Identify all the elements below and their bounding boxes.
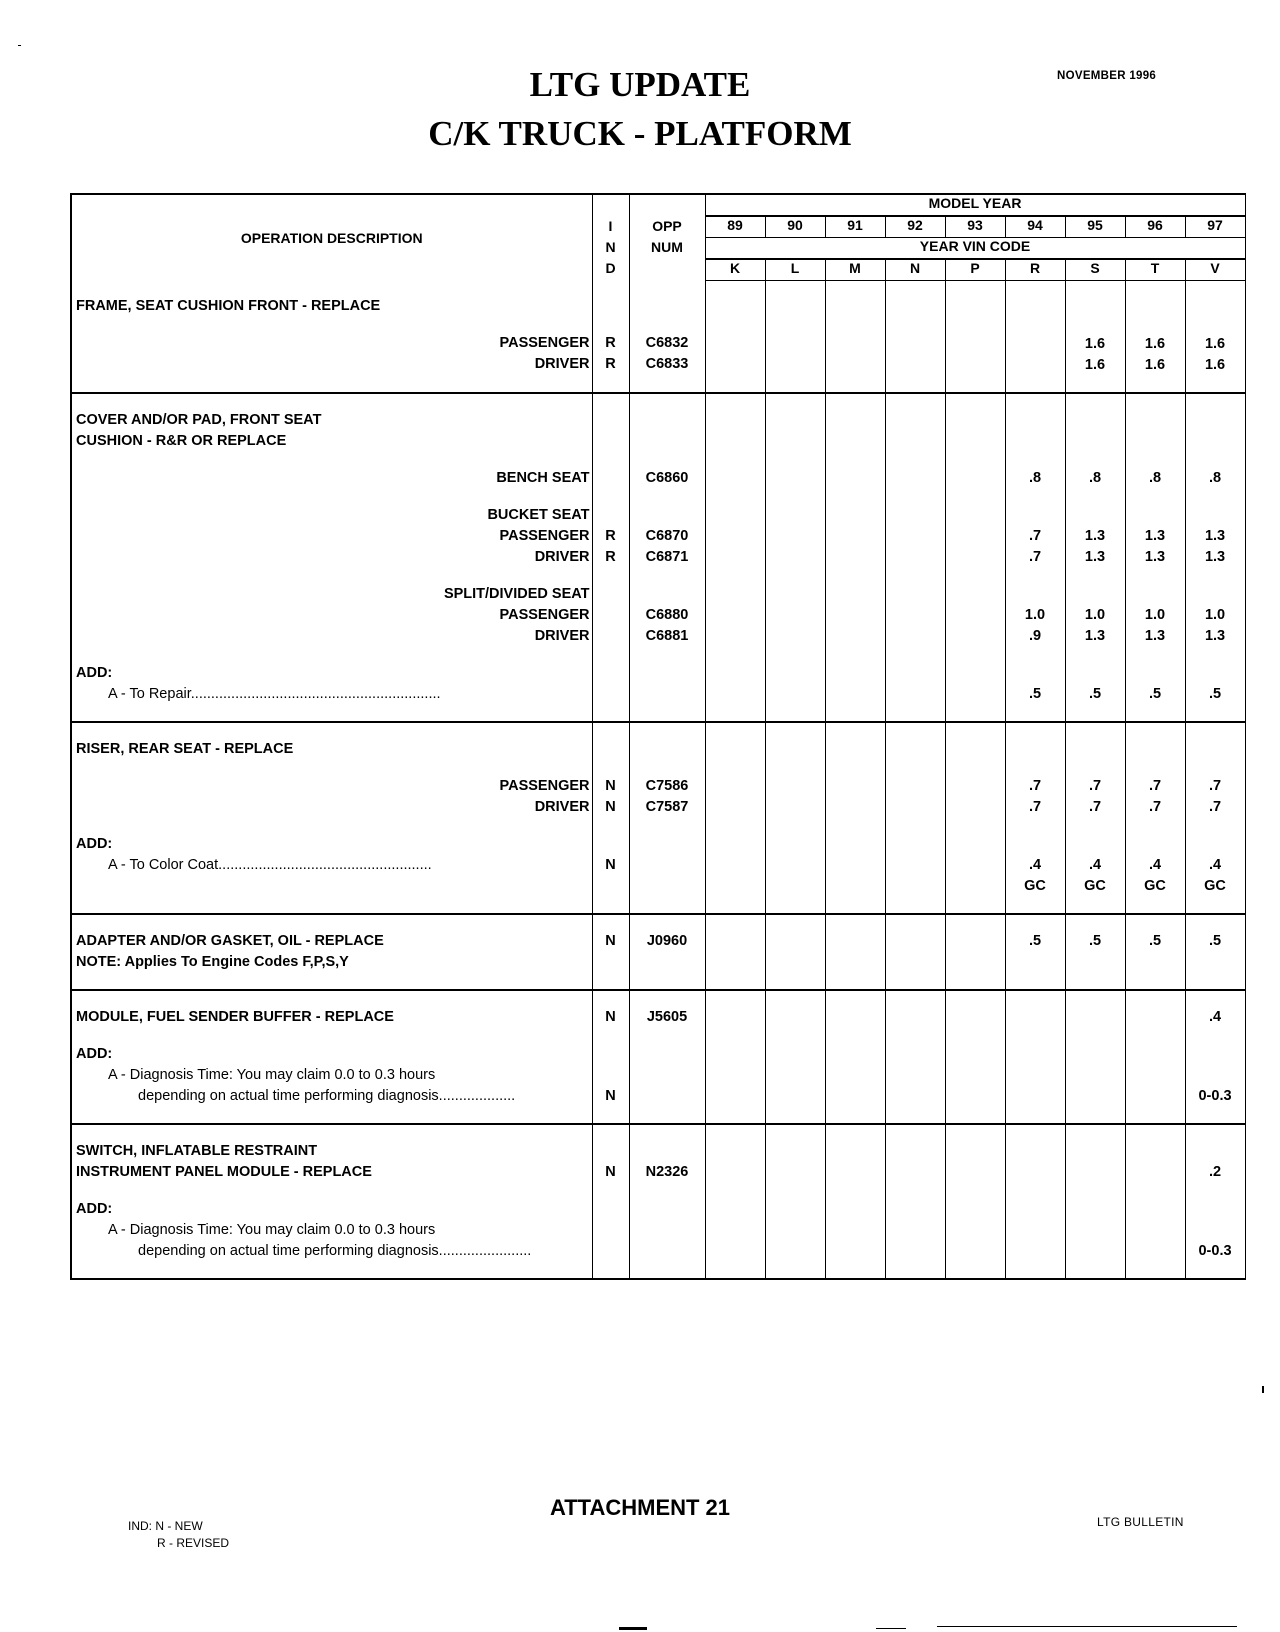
ind-value: R [605, 335, 616, 351]
year-96-column [1125, 914, 1185, 990]
labor-time-96: .7 [1148, 798, 1162, 815]
add-item [72, 1220, 592, 1241]
opp-num-header: OPP NUM [629, 194, 705, 280]
section-title: MODULE, FUEL SENDER BUFFER - REPLACE [76, 1008, 394, 1025]
leader-dots: ....................... [438, 1242, 532, 1259]
year-89-column [705, 722, 765, 914]
section-description [71, 990, 592, 1124]
section-2 [71, 722, 1245, 914]
add-label: ADD: [76, 1045, 113, 1062]
year-96-column [1125, 722, 1185, 914]
ind-value: R [605, 548, 616, 565]
add-item [72, 855, 592, 876]
labor-time-96: 1.3 [1144, 527, 1166, 544]
year-91-column [825, 914, 885, 990]
year-89-column [705, 393, 765, 722]
opp-number: C7587 [645, 798, 689, 815]
legend-new: IND: N - NEW [128, 1519, 203, 1533]
section-5 [71, 1124, 1245, 1279]
year-92-column [885, 914, 945, 990]
ind-column [592, 393, 629, 722]
section-title: CUSHION - R&R OR REPLACE [76, 432, 287, 449]
labor-time-97: 1.6 [1204, 356, 1226, 373]
year-94-column [1005, 990, 1065, 1124]
ind-value: N [605, 798, 616, 815]
opp-number: C6881 [645, 627, 689, 644]
vin-code-K-header: K [705, 259, 765, 280]
year-90-column [765, 393, 825, 722]
section-title: SWITCH, INFLATABLE RESTRAINT [76, 1142, 318, 1159]
scan-mark-top-right [1262, 1386, 1264, 1393]
labor-time-97: .5 [1208, 932, 1222, 949]
vin-code-M-header: M [825, 259, 885, 280]
year-95-header: 95 [1065, 216, 1125, 237]
opp-number: J0960 [646, 932, 688, 949]
labor-time-97: .7 [1208, 777, 1222, 794]
section-title: COVER AND/OR PAD, FRONT SEAT [76, 411, 322, 428]
year-90-column [765, 990, 825, 1124]
vin-code-N-header: N [885, 259, 945, 280]
add-item [72, 1065, 592, 1086]
labor-time-96: .5 [1148, 685, 1162, 702]
year-95-column [1065, 280, 1125, 393]
opp-number: C6832 [645, 335, 689, 351]
section-description [71, 914, 592, 990]
vin-code-L-header: L [765, 259, 825, 280]
year-94-column [1005, 914, 1065, 990]
vin-code-V-header: V [1185, 259, 1245, 280]
ind-value: N [605, 1163, 616, 1180]
labor-time-97: .2 [1208, 1163, 1222, 1180]
year-91-column [825, 1124, 885, 1279]
ind-value: N [605, 856, 616, 873]
opp-num-column [629, 280, 705, 393]
labor-time-97: .7 [1208, 798, 1222, 815]
add-label: ADD: [76, 835, 113, 852]
year-94-column [1005, 722, 1065, 914]
ind-value: R [605, 356, 616, 372]
year-91-column [825, 393, 885, 722]
labor-time-95: .5 [1088, 932, 1102, 949]
row-label: PASSENGER [499, 606, 590, 623]
labor-time-96: .4 [1148, 856, 1162, 873]
labor-time-97: 1.3 [1204, 627, 1226, 644]
labor-time-94: GC [1024, 877, 1046, 894]
year-89-column [705, 280, 765, 393]
labor-time-97: 0-0.3 [1198, 1087, 1232, 1104]
ind-value: N [605, 932, 616, 949]
opp-num-column [629, 990, 705, 1124]
year-89-column [705, 914, 765, 990]
year-93-header: 93 [945, 216, 1005, 237]
labor-time-94: .4 [1028, 856, 1042, 873]
opp-number: J5605 [646, 1008, 688, 1025]
year-95-column [1065, 990, 1125, 1124]
opp-num-column [629, 393, 705, 722]
row-label: DRIVER [534, 798, 590, 815]
section-4 [71, 990, 1245, 1124]
labor-time-97: .8 [1208, 469, 1222, 486]
labor-time-96: 1.3 [1144, 548, 1166, 565]
row-label: PASSENGER [499, 527, 590, 544]
year-96-header: 96 [1125, 216, 1185, 237]
labor-time-95: GC [1084, 877, 1106, 894]
labor-time-94: .5 [1028, 932, 1042, 949]
ind-column [592, 722, 629, 914]
opp-num-column [629, 722, 705, 914]
year-93-column [945, 914, 1005, 990]
labor-time-97: .4 [1208, 1008, 1222, 1025]
section-description [71, 393, 592, 722]
year-93-column [945, 722, 1005, 914]
row-label: DRIVER [534, 627, 590, 644]
year-91-column [825, 722, 885, 914]
year-89-column [705, 1124, 765, 1279]
section-title: RISER, REAR SEAT - REPLACE [76, 740, 294, 757]
year-93-column [945, 990, 1005, 1124]
year-92-column [885, 722, 945, 914]
ind-column [592, 1124, 629, 1279]
section-description [71, 280, 592, 393]
year-92-column [885, 280, 945, 393]
labor-time-95: 1.6 [1084, 356, 1106, 373]
model-year-header: MODEL YEAR [705, 194, 1245, 216]
year-91-column [825, 990, 885, 1124]
labor-time-97: GC [1204, 877, 1226, 894]
ind-column [592, 280, 629, 393]
section-3 [71, 914, 1245, 990]
bottom-mark-1 [619, 1627, 647, 1630]
vin-code-T-header: T [1125, 259, 1185, 280]
section-description [71, 1124, 592, 1279]
year-95-column [1065, 914, 1125, 990]
labor-time-table [70, 193, 1246, 1280]
section-description [71, 722, 592, 914]
attachment-label: ATTACHMENT 21 [549, 1495, 731, 1520]
labor-time-95: .5 [1088, 685, 1102, 702]
leader-dots: .............................................................. [190, 685, 441, 702]
ind-header: I N D [592, 194, 629, 280]
vin-code-S-header: S [1065, 259, 1125, 280]
vin-code-R-header: R [1005, 259, 1065, 280]
labor-time-96: 1.6 [1144, 356, 1166, 373]
labor-time-94: .9 [1028, 627, 1042, 644]
labor-time-96: GC [1144, 877, 1166, 894]
document-date: NOVEMBER 1996 [1057, 70, 1157, 82]
year-89-header: 89 [705, 216, 765, 237]
opp-number: C6833 [645, 356, 689, 372]
year-96-column [1125, 1124, 1185, 1279]
year-92-column [885, 1124, 945, 1279]
ind-value: N [605, 1008, 616, 1025]
bulletin-label: LTG BULLETIN [1097, 1515, 1184, 1529]
labor-time-97: .5 [1208, 685, 1222, 702]
labor-time-95: .7 [1088, 777, 1102, 794]
labor-time-94: .7 [1028, 777, 1042, 794]
ind-value: N [605, 777, 616, 794]
year-93-column [945, 1124, 1005, 1279]
year-96-column [1125, 990, 1185, 1124]
row-label: PASSENGER [499, 777, 590, 794]
opp-number: C7586 [645, 777, 689, 794]
bottom-mark-2 [876, 1628, 906, 1629]
labor-time-95: 1.3 [1084, 548, 1106, 565]
section-0 [71, 280, 1245, 393]
row-label: DRIVER [534, 548, 590, 565]
add-label: ADD: [76, 1200, 113, 1217]
ind-legend [128, 1518, 229, 1552]
row-label: BUCKET SEAT [487, 506, 590, 523]
labor-time-94: 1.0 [1024, 606, 1046, 623]
add-text: A - To Repair [108, 685, 191, 702]
row-label: DRIVER [534, 356, 590, 372]
labor-time-96: 1.0 [1144, 606, 1166, 623]
add-text: A - Diagnosis Time: You may claim 0.0 to 0.3 hours [108, 1066, 436, 1083]
labor-time-94: .5 [1028, 685, 1042, 702]
year-92-column [885, 393, 945, 722]
labor-time-96: .7 [1148, 777, 1162, 794]
legend-revised: R - REVISED [157, 1536, 230, 1550]
year-90-header: 90 [765, 216, 825, 237]
bottom-mark-3 [937, 1626, 1237, 1627]
year-96-column [1125, 280, 1185, 393]
year-90-column [765, 722, 825, 914]
year-93-column [945, 393, 1005, 722]
labor-time-96: .8 [1148, 469, 1162, 486]
year-97-column [1185, 393, 1245, 722]
ind-column [592, 914, 629, 990]
year-94-header: 94 [1005, 216, 1065, 237]
labor-time-95: .8 [1088, 469, 1102, 486]
labor-time-97: 1.6 [1204, 335, 1226, 352]
year-95-column [1065, 1124, 1125, 1279]
add-item-cont [72, 1241, 592, 1262]
row-label: SPLIT/DIVIDED SEAT [443, 585, 590, 602]
labor-time-95: 1.0 [1084, 606, 1106, 623]
leader-dots: ..................................................... [218, 856, 432, 873]
year-97-column [1185, 914, 1245, 990]
labor-time-95: 1.3 [1084, 627, 1106, 644]
section-title: INSTRUMENT PANEL MODULE - REPLACE [76, 1163, 372, 1180]
opp-number: C6860 [645, 469, 689, 486]
labor-time-97: 0-0.3 [1198, 1242, 1232, 1259]
year-97-header: 97 [1185, 216, 1245, 237]
labor-time-97: 1.3 [1204, 548, 1226, 565]
opp-number: C6880 [645, 606, 689, 623]
section-title: FRAME, SEAT CUSHION FRONT - REPLACE [76, 298, 381, 314]
ind-value: R [605, 527, 616, 544]
row-label: PASSENGER [499, 335, 590, 351]
section-title: ADAPTER AND/OR GASKET, OIL - REPLACE [76, 932, 384, 949]
year-90-column [765, 914, 825, 990]
leader-dots: ................... [438, 1087, 516, 1104]
add-item-cont [72, 1086, 592, 1107]
opp-number: C6870 [645, 527, 689, 544]
labor-time-97: 1.0 [1204, 606, 1226, 623]
ind-column [592, 990, 629, 1124]
year-97-column [1185, 722, 1245, 914]
labor-time-96: 1.6 [1144, 335, 1166, 352]
add-text-2: depending on actual time performing diagnosis [138, 1087, 439, 1104]
title-line-1: LTG UPDATE [529, 65, 751, 104]
opp-num-column [629, 1124, 705, 1279]
year-96-column [1125, 393, 1185, 722]
year-89-column [705, 990, 765, 1124]
add-item [72, 684, 592, 705]
add-text-2: depending on actual time performing diagnosis [138, 1242, 439, 1259]
opp-number: N2326 [645, 1163, 689, 1180]
year-90-column [765, 280, 825, 393]
title-line-2: C/K TRUCK - PLATFORM [428, 114, 852, 153]
year-95-column [1065, 722, 1125, 914]
labor-time-95: 1.6 [1084, 335, 1106, 352]
labor-time-94: .7 [1028, 798, 1042, 815]
year-90-column [765, 1124, 825, 1279]
add-text: A - Diagnosis Time: You may claim 0.0 to 0.3 hours [108, 1221, 436, 1238]
labor-time-97: 1.3 [1204, 527, 1226, 544]
year-vin-code-header: YEAR VIN CODE [705, 237, 1245, 258]
labor-time-94: .7 [1028, 527, 1042, 544]
year-94-column [1005, 393, 1065, 722]
year-92-header: 92 [885, 216, 945, 237]
opp-number: C6871 [645, 548, 689, 565]
labor-time-97: .4 [1208, 856, 1222, 873]
labor-time-96: .5 [1148, 932, 1162, 949]
labor-time-94: .7 [1028, 548, 1042, 565]
add-label: ADD: [76, 664, 113, 681]
operation-description-header: OPERATION DESCRIPTION [71, 194, 592, 280]
scan-mark-top-left [18, 45, 21, 46]
year-91-header: 91 [825, 216, 885, 237]
year-93-column [945, 280, 1005, 393]
vin-code-P-header: P [945, 259, 1005, 280]
labor-time-96: 1.3 [1144, 627, 1166, 644]
opp-num-column [629, 914, 705, 990]
year-92-column [885, 990, 945, 1124]
year-95-column [1065, 393, 1125, 722]
labor-time-95: .4 [1088, 856, 1102, 873]
row-label: BENCH SEAT [496, 469, 590, 486]
year-97-column [1185, 280, 1245, 393]
section-note: NOTE: Applies To Engine Codes F,P,S,Y [76, 953, 349, 970]
section-1 [71, 393, 1245, 722]
ind-value: N [605, 1087, 616, 1104]
labor-time-95: .7 [1088, 798, 1102, 815]
year-94-column [1005, 1124, 1065, 1279]
year-97-column [1185, 990, 1245, 1124]
year-94-column [1005, 280, 1065, 393]
labor-time-94: .8 [1028, 469, 1042, 486]
year-97-column [1185, 1124, 1245, 1279]
year-91-column [825, 280, 885, 393]
labor-time-95: 1.3 [1084, 527, 1106, 544]
add-text: A - To Color Coat [108, 856, 219, 873]
